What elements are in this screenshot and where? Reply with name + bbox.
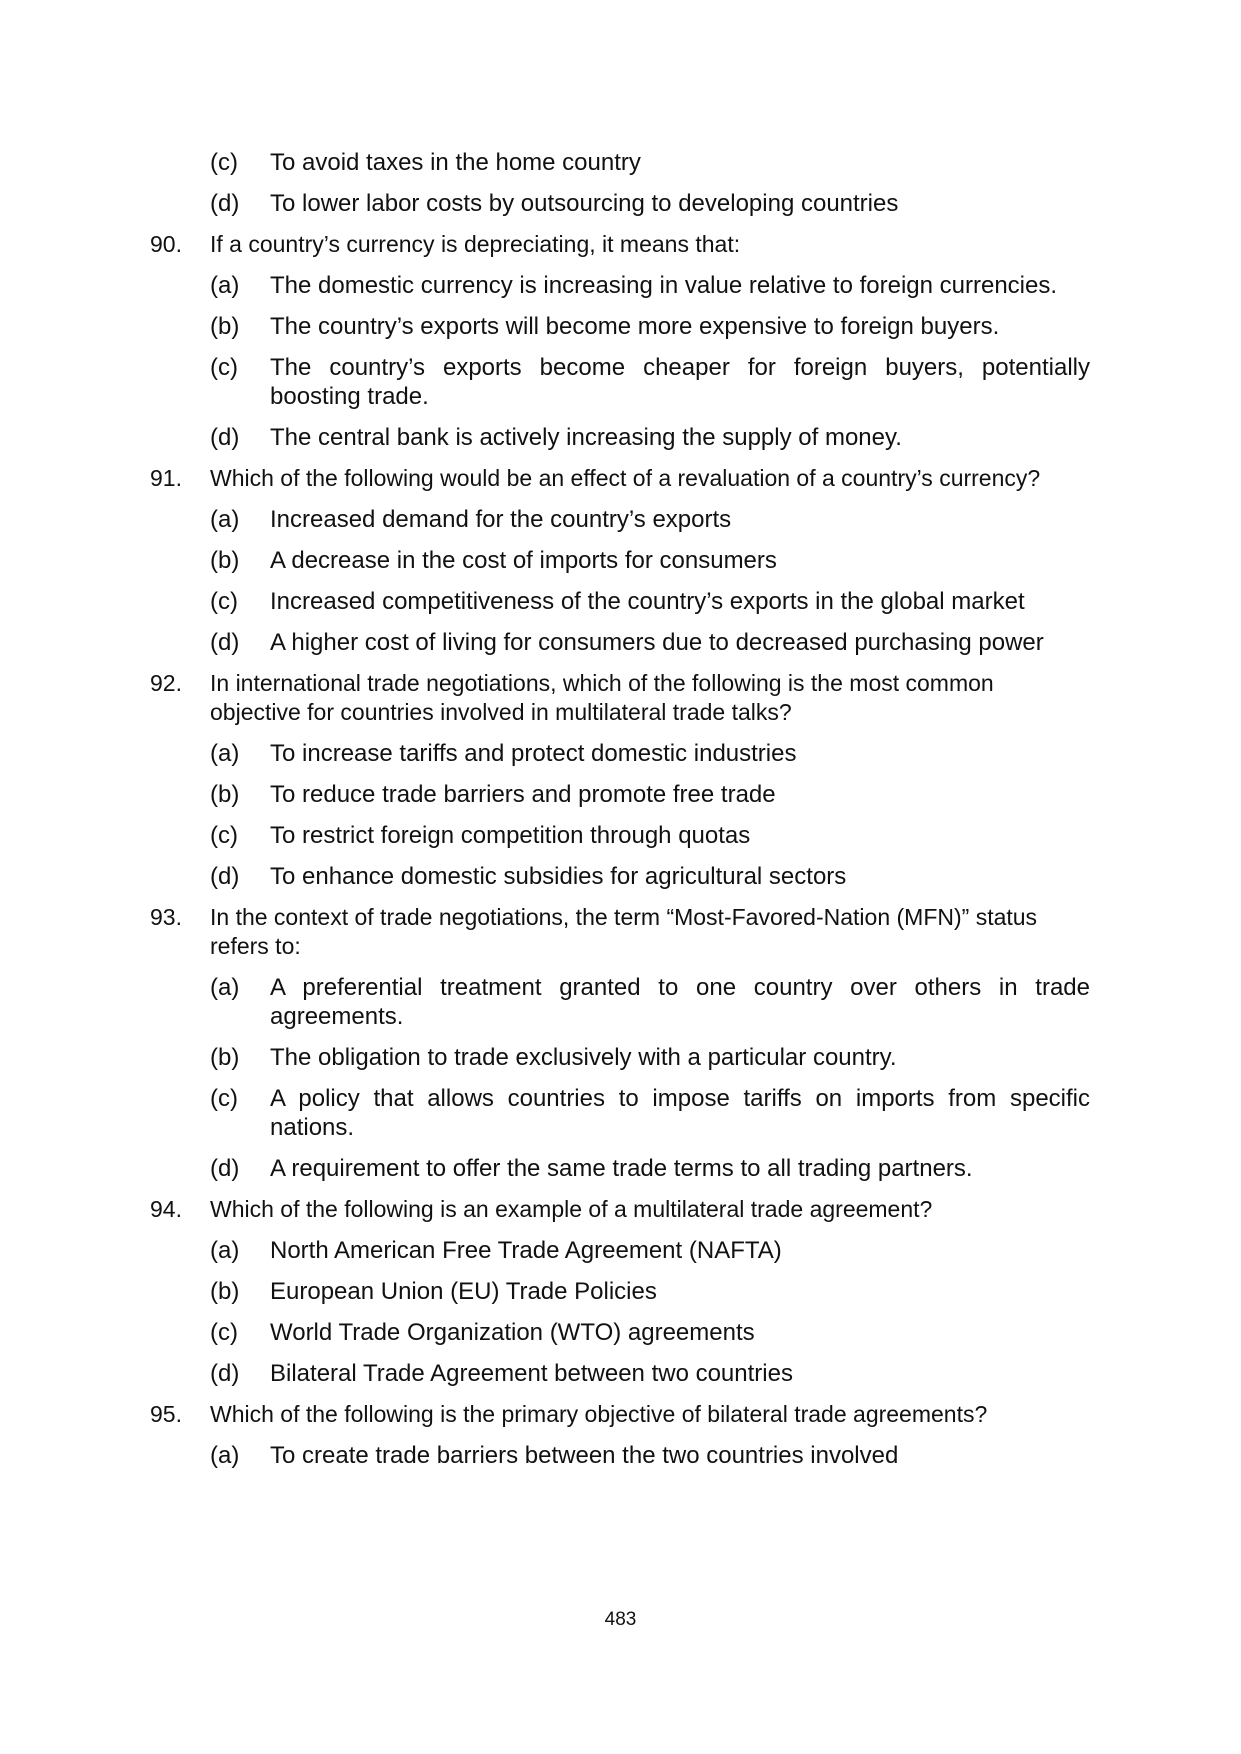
option-text: A decrease in the cost of imports for consumers	[270, 547, 777, 574]
option-text: To create trade barriers between the two countries involved	[270, 1442, 899, 1469]
page-number: 483	[604, 1609, 637, 1630]
question-number: 91.	[150, 465, 182, 491]
option-label: (a)	[210, 1442, 240, 1469]
question-number: 94.	[150, 1196, 182, 1222]
option-text: The country’s exports will become more expensive to foreign buyers.	[270, 313, 1000, 340]
option-item	[210, 189, 1090, 218]
option-label: (d)	[210, 1360, 240, 1387]
option-text: Increased competitiveness of the country’s exports in the global market	[270, 588, 1025, 615]
option-item	[210, 739, 1090, 768]
option-item	[210, 628, 1090, 657]
question-number: 92.	[150, 670, 182, 696]
option-item	[210, 587, 1090, 616]
option-text: A higher cost of living for consumers due to decreased purchasing power	[270, 629, 1044, 656]
question-94	[150, 1195, 1090, 1224]
option-label: (d)	[210, 863, 240, 890]
option-item	[210, 1043, 1090, 1072]
question-number: 93.	[150, 904, 182, 930]
option-label: (b)	[210, 1278, 240, 1305]
option-item	[210, 821, 1090, 850]
option-item	[210, 1359, 1090, 1388]
question-text: If a country’s currency is depreciating, it means that:	[210, 231, 741, 257]
option-label: (d)	[210, 424, 240, 451]
question-91	[150, 464, 1090, 493]
option-text: The country’s exports become cheaper for foreign buyers, potentially boosting trade.	[270, 354, 1090, 410]
option-label: (c)	[210, 822, 238, 849]
option-text: To increase tariffs and protect domestic industries	[270, 740, 797, 767]
option-label: (b)	[210, 313, 240, 340]
option-label: (d)	[210, 629, 240, 656]
option-item	[210, 862, 1090, 891]
option-text: To avoid taxes in the home country	[270, 149, 641, 176]
option-label: (c)	[210, 1319, 238, 1346]
question-list	[150, 148, 1090, 1482]
option-item	[210, 505, 1090, 534]
option-item	[210, 1318, 1090, 1347]
option-text: To restrict foreign competition through quotas	[270, 822, 751, 849]
option-text: A preferential treatment granted to one country over others in trade agreements.	[270, 974, 1090, 1030]
option-label: (c)	[210, 588, 238, 615]
option-text: World Trade Organization (WTO) agreements	[270, 1319, 755, 1346]
option-item	[210, 1277, 1090, 1306]
option-item	[210, 353, 1090, 411]
option-text: The obligation to trade exclusively with a particular country.	[270, 1044, 897, 1071]
option-label: (a)	[210, 272, 240, 299]
option-text: To lower labor costs by outsourcing to developing countries	[270, 190, 899, 217]
option-label: (d)	[210, 1155, 240, 1182]
question-text: Which of the following would be an effect of a revaluation of a country’s currency?	[210, 465, 1041, 491]
option-text: To enhance domestic subsidies for agricultural sectors	[270, 863, 847, 890]
option-item	[210, 780, 1090, 809]
option-item	[210, 312, 1090, 341]
question-95	[150, 1400, 1090, 1429]
option-text: A policy that allows countries to impose tariffs on imports from specific nations.	[270, 1085, 1090, 1141]
option-text: European Union (EU) Trade Policies	[270, 1278, 657, 1305]
option-label: (c)	[210, 354, 238, 381]
option-text: To reduce trade barriers and promote free trade	[270, 781, 776, 808]
option-text: A requirement to offer the same trade terms to all trading partners.	[270, 1155, 973, 1182]
option-item	[210, 973, 1090, 1031]
option-item	[210, 271, 1090, 300]
question-92	[150, 669, 1090, 727]
option-text: North American Free Trade Agreement (NAFTA)	[270, 1237, 782, 1264]
question-90	[150, 230, 1090, 259]
option-label: (b)	[210, 1044, 240, 1071]
question-text: Which of the following is an example of a multilateral trade agreement?	[210, 1196, 933, 1222]
option-item	[210, 1084, 1090, 1142]
option-item	[210, 1236, 1090, 1265]
option-text: The central bank is actively increasing the supply of money.	[270, 424, 902, 451]
option-label: (a)	[210, 506, 240, 533]
question-93	[150, 903, 1090, 961]
option-label: (b)	[210, 547, 240, 574]
option-text: Increased demand for the country’s exports	[270, 506, 732, 533]
option-item	[210, 148, 1090, 177]
option-item	[210, 1154, 1090, 1183]
option-label: (c)	[210, 149, 238, 176]
option-item	[210, 1441, 1090, 1470]
option-label: (a)	[210, 1237, 240, 1264]
question-text: In international trade negotiations, which of the following is the most common objective for countries involved in multilateral trade talks?	[210, 670, 994, 725]
question-text: In the context of trade negotiations, the term “Most-Favored-Nation (MFN)” status refers to:	[210, 904, 1038, 959]
question-number: 90.	[150, 231, 182, 257]
option-label: (c)	[210, 1085, 238, 1112]
option-text: The domestic currency is increasing in value relative to foreign currencies.	[270, 272, 1058, 299]
option-label: (a)	[210, 740, 240, 767]
option-text: Bilateral Trade Agreement between two countries	[270, 1360, 793, 1387]
option-item	[210, 423, 1090, 452]
option-label: (b)	[210, 781, 240, 808]
question-number: 95.	[150, 1401, 182, 1427]
option-label: (d)	[210, 190, 240, 217]
option-item	[210, 546, 1090, 575]
question-text: Which of the following is the primary objective of bilateral trade agreements?	[210, 1401, 988, 1427]
option-label: (a)	[210, 974, 240, 1001]
